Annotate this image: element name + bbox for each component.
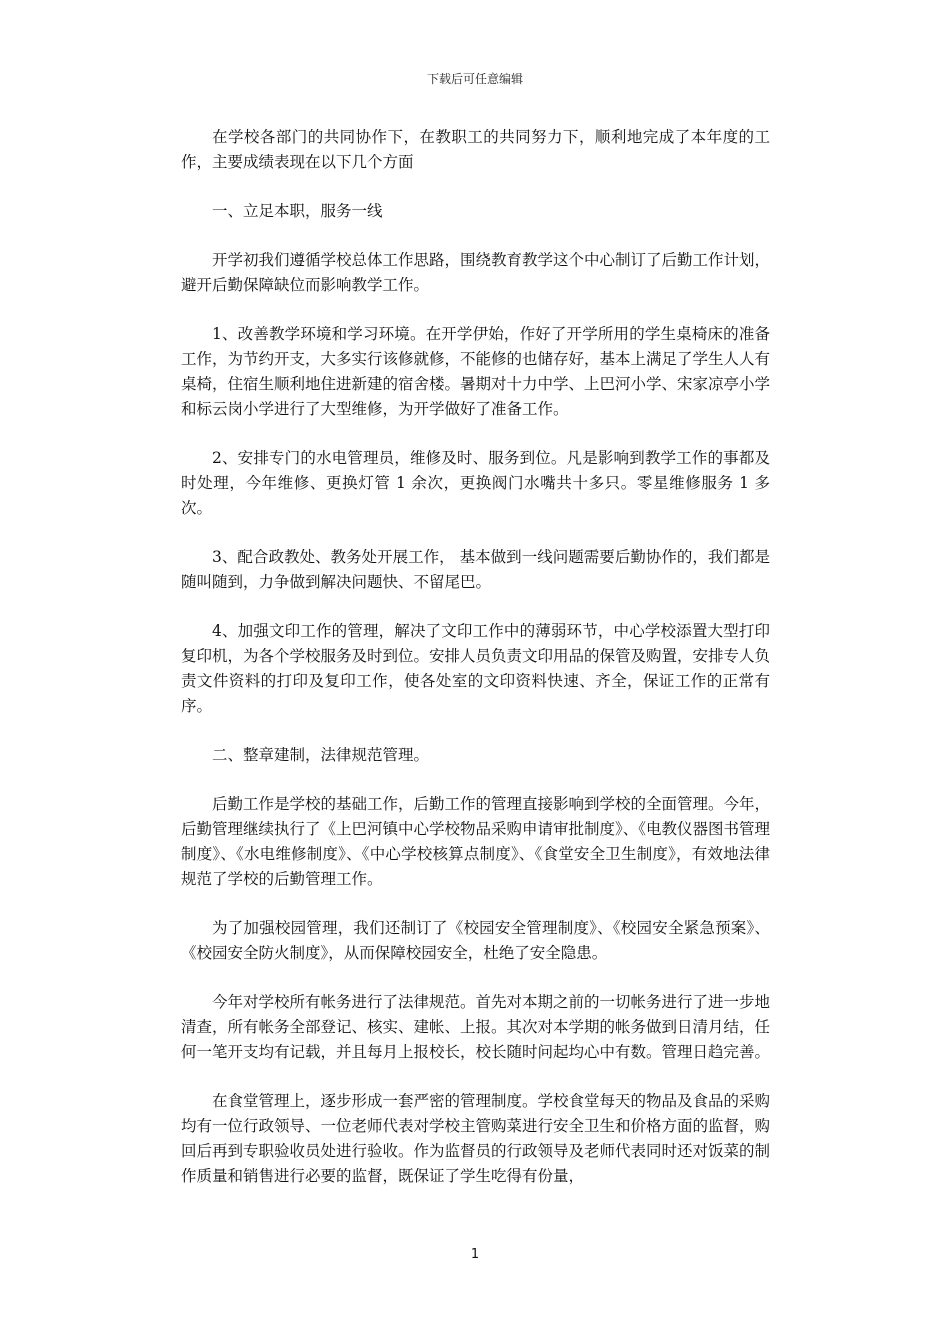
page-number: 1 — [470, 1247, 480, 1262]
paragraph: 1、改善教学环境和学习环境。在开学伊始，作好了开学所用的学生桌椅床的准备工作，为节约开支，大多实行该修就修，不能修的也储存好，基本上满足了学生人人有桌椅，住宿生顺利地住进新建的宿舍楼。暑期对十力中学、上巴河小学、宋家凉亭小学和标云岗小学进行了大型维修，为开学做好了准备工作。 — [181, 325, 771, 418]
paragraph: 后勤工作是学校的基础工作，后勤工作的管理直接影响到学校的全面管理。今年，后勤管理继续执行了《上巴河镇中心学校物品采购申请审批制度》、《电教仪器图书管理制度》、《水电维修制度》、《中心学校核算点制度》、《食堂安全卫生制度》，有效地法律规范了学校的后勤管理工作。 — [181, 795, 771, 888]
paragraph: 开学初我们遵循学校总体工作思路，围绕教育教学这个中心制订了后勤工作计划，避开后勤保障缺位而影响教学工作。 — [181, 251, 771, 294]
page-header: 下载后可任意编辑 — [426, 72, 523, 86]
document-body — [181, 125, 770, 1213]
paragraph: 2、安排专门的水电管理员，维修及时、服务到位。凡是影响到教学工作的事都及时处理，今年维修、更换灯管 1 余次，更换阀门水嘴共十多只。零星维修服务 1 多次。 — [181, 449, 770, 517]
paragraph: 在食堂管理上，逐步形成一套严密的管理制度。学校食堂每天的物品及食品的采购均有一位行政领导、一位老师代表对学校主管购菜进行安全卫生和价格方面的监督，购回后再到专职验收员处进行验收。作为监督员的行政领导及老师代表同时还对饭菜的制作质量和销售进行必要的监督，既保证了学生吃得有份量， — [181, 1092, 771, 1185]
paragraph: 为了加强校园管理，我们还制订了《校园安全管理制度》、《校园安全紧急预案》、《校园安全防火制度》，从而保障校园安全，杜绝了安全隐患。 — [181, 919, 770, 962]
paragraph: 今年对学校所有帐务进行了法律规范。首先对本期之前的一切帐务进行了进一步地清查，所有帐务全部登记、核实、建帐、上报。其次对本学期的帐务做到日清月结，任何一笔开支均有记载，并且每月上报校长，校长随时问起均心中有数。管理日趋完善。 — [181, 993, 771, 1061]
section-heading-2: 二、整章建制，法律规范管理。 — [212, 746, 430, 764]
paragraph-intro: 在学校各部门的共同协作下，在教职工的共同努力下，顺利地完成了本年度的工作，主要成绩表现在以下几个方面 — [181, 128, 770, 171]
section-heading-1: 一、立足本职，服务一线 — [212, 202, 383, 220]
paragraph: 4、加强文印工作的管理，解决了文印工作中的薄弱环节，中心学校添置大型打印复印机，为各个学校服务及时到位。安排人员负责文印用品的保管及购置，安排专人负责文件资料的打印及复印工作，使各处室的文印资料快速、齐全，保证工作的正常有序。 — [181, 622, 771, 715]
paragraph: 3、配合政教处、教务处开展工作， 基本做到一线问题需要后勤协作的，我们都是随叫随到，力争做到解决问题快、不留尾巴。 — [181, 548, 770, 591]
